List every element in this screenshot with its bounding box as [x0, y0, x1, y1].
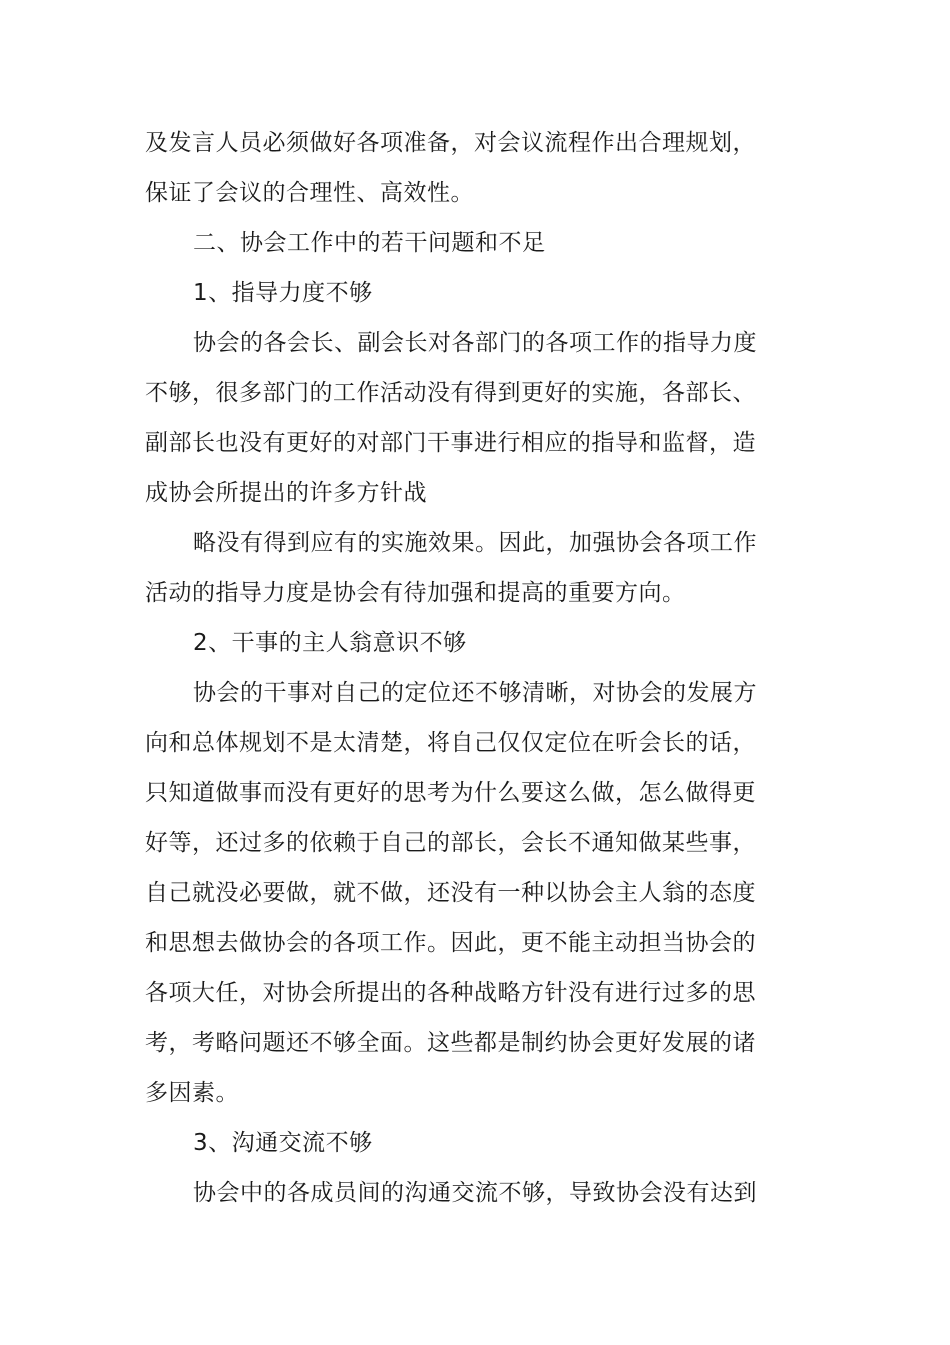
- text-line-14: 只知道做事而没有更好的思考为什么要这么做，怎么做得更: [145, 780, 756, 806]
- text-line-10: 活动的指导力度是协会有待加强和提高的重要方向。: [145, 580, 686, 606]
- subheading-2: 2、干事的主人翁意识不够: [193, 630, 467, 656]
- text-line-9: 略没有得到应有的实施效果。因此，加强协会各项工作: [193, 530, 757, 556]
- text-line-5: 协会的各会长、副会长对各部门的各项工作的指导力度: [193, 330, 757, 356]
- subheading-3: 3、沟通交流不够: [193, 1130, 373, 1156]
- text-line-2: 保证了会议的合理性、高效性。: [145, 180, 474, 206]
- text-line-13: 向和总体规划不是太清楚，将自己仅仅定位在听会长的话，: [145, 730, 756, 756]
- text-line-8: 成协会所提出的许多方针战: [145, 480, 427, 506]
- text-line-16: 自己就没必要做，就不做，还没有一种以协会主人翁的态度: [145, 880, 756, 906]
- text-line-15: 好等，还过多的依赖于自己的部长，会长不通知做某些事，: [145, 830, 756, 856]
- text-line-22: 协会中的各成员间的沟通交流不够，导致协会没有达到: [193, 1180, 757, 1206]
- text-line-18: 各项大任，对协会所提出的各种战略方针没有进行过多的思: [145, 980, 756, 1006]
- subheading-1: 1、指导力度不够: [193, 280, 373, 306]
- text-line-1: 及发言人员必须做好各项准备，对会议流程作出合理规划，: [145, 130, 756, 156]
- text-line-6: 不够，很多部门的工作活动没有得到更好的实施，各部长、: [145, 380, 756, 406]
- body-text: [145, 118, 765, 1218]
- text-line-19: 考，考略问题还不够全面。这些都是制约协会更好发展的诸: [145, 1030, 756, 1056]
- text-line-7: 副部长也没有更好的对部门干事进行相应的指导和监督，造: [145, 430, 756, 456]
- section-heading-2: 二、协会工作中的若干问题和不足: [193, 230, 546, 256]
- text-line-17: 和思想去做协会的各项工作。因此，更不能主动担当协会的: [145, 930, 756, 956]
- text-line-20: 多因素。: [145, 1080, 239, 1106]
- text-line-12: 协会的干事对自己的定位还不够清晰，对协会的发展方: [193, 680, 757, 706]
